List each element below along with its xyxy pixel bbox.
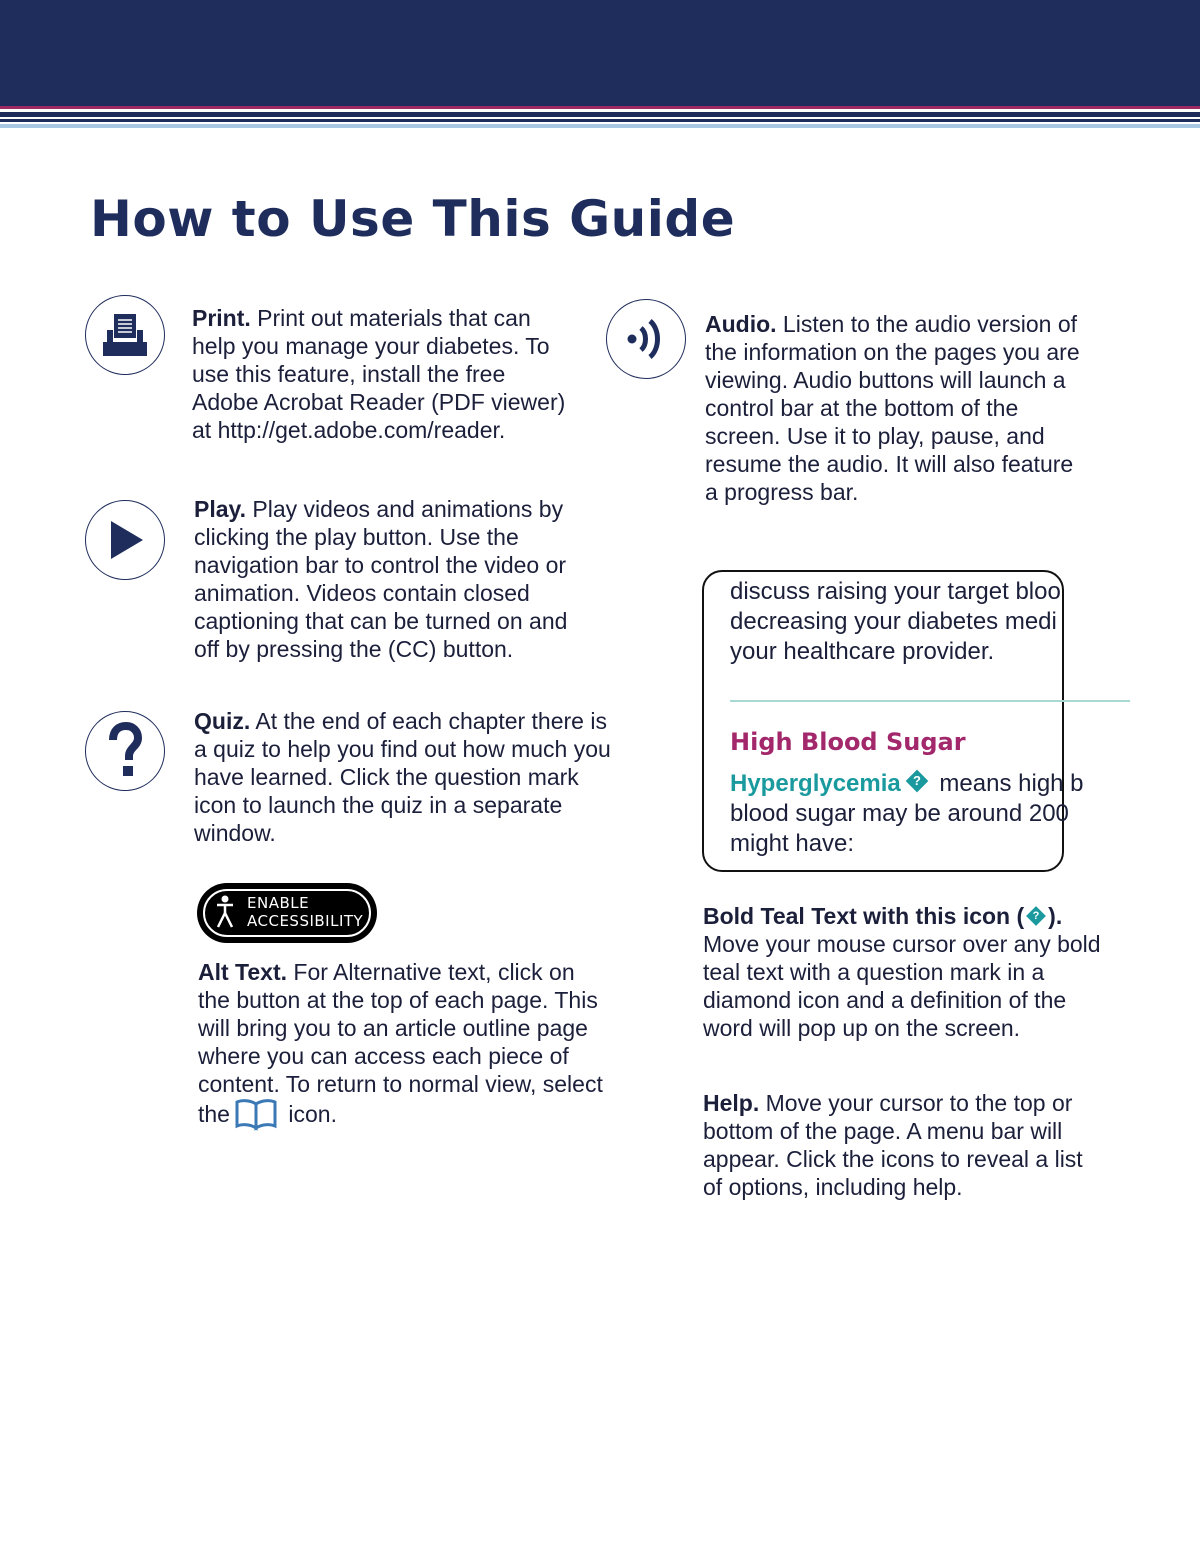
sample-heading: High Blood Sugar: [730, 728, 966, 756]
bold-teal-label: Bold Teal Text with this icon (: [703, 903, 1025, 929]
print-text: Print out materials that can help you manage your diabetes. To use this feature, install the free Adobe Acrobat Reader (PDF viewer) at http://get.adobe.com/reader.: [192, 305, 566, 443]
bold-teal-label-end: ).: [1048, 903, 1063, 929]
header-stripe-magenta: [0, 106, 1200, 109]
accessibility-label-line1: ENABLE: [247, 894, 310, 912]
page-title: How to Use This Guide: [90, 190, 736, 248]
question-mark-icon: [105, 724, 145, 778]
accessibility-figure-icon: [215, 895, 235, 929]
bold-teal-description: [703, 902, 1103, 1042]
sample-line-5: blood sugar may be around 200: [730, 800, 1069, 827]
alt-text-after-icon: icon.: [281, 1101, 337, 1127]
sample-page-excerpt: [702, 570, 1084, 872]
audio-icon: [624, 315, 668, 363]
print-label: Print.: [192, 305, 251, 331]
sample-definition-line: [730, 770, 1084, 798]
diamond-question-icon[interactable]: ?: [905, 770, 928, 793]
print-description: [192, 304, 572, 444]
print-button[interactable]: [85, 295, 165, 375]
quiz-button[interactable]: [85, 711, 165, 791]
audio-label: Audio.: [705, 311, 777, 337]
sample-line-6: might have:: [730, 830, 855, 857]
audio-text: Listen to the audio version of the information on the pages you are viewing. Audio buttons will launch a control bar at the bottom of the screen. Use it to play, pause, and resume the audio. It will also feature a progress bar.: [705, 311, 1080, 505]
header-stripe-light-blue: [0, 124, 1200, 128]
help-label: Help.: [703, 1090, 760, 1116]
book-icon[interactable]: [234, 1098, 278, 1130]
play-icon: [103, 518, 147, 562]
audio-description: [705, 310, 1085, 506]
quiz-label: Quiz.: [194, 708, 251, 734]
alt-text-label: Alt Text.: [198, 959, 288, 985]
printer-icon: [101, 312, 149, 358]
play-label: Play.: [194, 496, 246, 522]
audio-button[interactable]: [606, 299, 686, 379]
accessibility-label-line2: ACCESSIBILITY: [247, 912, 364, 930]
header-stripe-navy: [0, 112, 1200, 117]
play-button[interactable]: [85, 500, 165, 580]
play-description: [194, 495, 594, 663]
sample-line-1: discuss raising your target bloo: [730, 578, 1061, 605]
header-banner: [0, 0, 1200, 106]
quiz-description: [194, 707, 614, 847]
bold-teal-text: Move your mouse cursor over any bold teal text with a question mark in a diamond icon and a definition of the word will pop up on the screen.: [703, 931, 1101, 1041]
sample-term-rest: means high b: [932, 770, 1084, 797]
sample-teal-term[interactable]: Hyperglycemia: [730, 770, 901, 797]
diamond-question-icon: ?: [1026, 906, 1046, 926]
alt-text-text: For Alternative text, click on the button at the top of each page. This will bring you to an article outline page where you can access each piece of content. To return to normal view, select the: [198, 959, 603, 1127]
quiz-text: At the end of each chapter there is a quiz to help you find out how much you have learned. Click the question mark icon to launch the quiz in a separate window.: [194, 708, 611, 846]
sample-line-3: your healthcare provider.: [730, 638, 995, 665]
enable-accessibility-button[interactable]: [197, 883, 377, 943]
help-description: [703, 1089, 1103, 1201]
header-stripe-navy-thin: [0, 119, 1200, 122]
help-text: Move your cursor to the top or bottom of the page. A menu bar will appear. Click the icons to reveal a list of options, including help.: [703, 1090, 1083, 1200]
sample-divider: [730, 700, 1130, 702]
play-text: Play videos and animations by clicking the play button. Use the navigation bar to control the video or animation. Videos contain closed captioning that can be turned on and off by pressing the (CC) button.: [194, 496, 568, 662]
alt-text-description: [198, 958, 608, 1130]
sample-line-2: decreasing your diabetes medi: [730, 608, 1057, 635]
